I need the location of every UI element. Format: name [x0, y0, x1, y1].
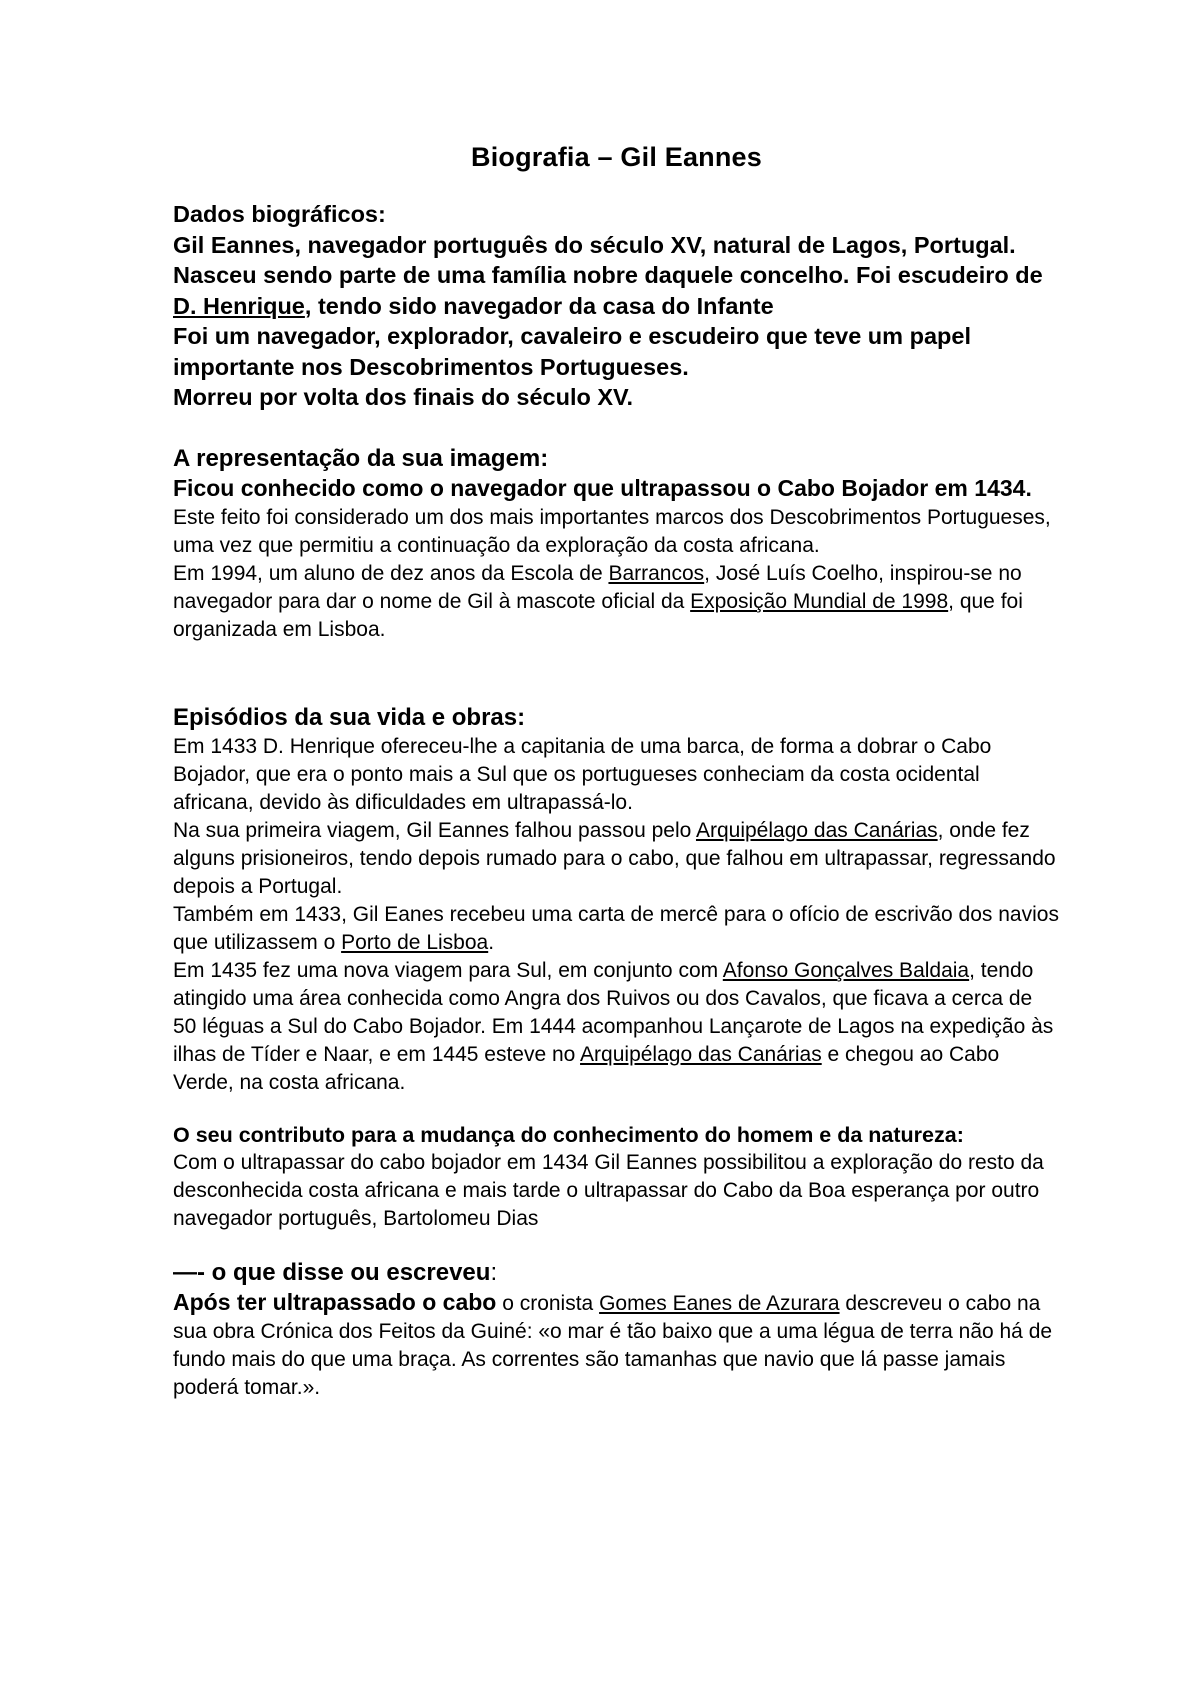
episodios-paragraph-1: Em 1433 D. Henrique ofereceu-lhe a capitania de uma barca, de forma a dobrar o Cabo Bojador, que era o ponto mais a Sul que os portugueses conheciam da costa ocidental africana, devido às dificuldades em ultrapassá-lo.	[173, 734, 992, 814]
section-heading-dados: Dados biográficos:	[173, 201, 386, 227]
dados-paragraph-2	[173, 260, 1060, 321]
disse-text-a: o cronista	[496, 1291, 600, 1315]
link-barrancos[interactable]: Barrancos	[608, 561, 705, 585]
dados-p2-text-b: , tendo sido navegador da casa do Infante	[304, 292, 774, 319]
spacer	[173, 644, 1060, 702]
spacer	[173, 1097, 1060, 1121]
link-exposicao-mundial-1998[interactable]: Exposição Mundial de 1998	[690, 589, 949, 613]
section-heading-disse	[173, 1257, 1060, 1288]
section-episodios	[173, 702, 1060, 1097]
disse-lead-bold: Após ter ultrapassado o cabo	[173, 1288, 497, 1315]
episodios-p4-text-c: e chegou ao Cabo Verde, na costa africana.	[173, 1042, 1000, 1094]
representacao-paragraph-2	[173, 560, 1060, 644]
section-contributo	[173, 1121, 1060, 1233]
disse-paragraph-1	[173, 1288, 1060, 1402]
dados-paragraph-1: Gil Eannes, navegador português do século XV, natural de Lagos, Portugal.	[173, 231, 1016, 258]
link-porto-de-lisboa[interactable]: Porto de Lisboa	[341, 930, 489, 954]
spacer	[173, 1233, 1060, 1257]
link-arquipelago-canarias-2[interactable]: Arquipélago das Canárias	[580, 1042, 822, 1066]
episodios-p2-text-b: , onde fez alguns prisioneiros, tendo depois rumado para o cabo, que falhou em ultrapassar, regressando depois a Portugal.	[173, 818, 1056, 898]
disse-heading-colon: :	[490, 1258, 498, 1286]
link-d-henrique[interactable]: D. Henrique	[173, 292, 305, 319]
link-gomes-eanes-de-azurara[interactable]: Gomes Eanes de Azurara	[599, 1291, 840, 1315]
disse-heading-text: —- o que disse ou escreveu	[173, 1258, 491, 1286]
representacao-p2-text-a: Em 1994, um aluno de dez anos da Escola de	[173, 561, 609, 585]
episodios-p4-text-a: Em 1435 fez uma nova viagem para Sul, em conjunto com	[173, 958, 723, 982]
episodios-paragraph-3	[173, 901, 1060, 957]
contributo-paragraph-1: Com o ultrapassar do cabo bojador em 1434 Gil Eannes possibilitou a exploração do resto da desconhecida costa africana e mais tarde o ultrapassar do Cabo da Boa esperança por outro navegador português, Bartolomeu Dias	[173, 1150, 1044, 1230]
episodios-p2-text-a: Na sua primeira viagem, Gil Eannes falhou passou pelo	[173, 818, 696, 842]
representacao-p2-text-b: , José Luís Coelho, inspirou-se no navegador para dar o nome de Gil à mascote oficial da	[173, 561, 1022, 613]
section-heading-representacao: A representação da sua imagem:	[173, 444, 549, 472]
section-representacao	[173, 443, 1060, 644]
section-disse	[173, 1257, 1060, 1402]
representacao-p2-text-c: , que foi organizada em Lisboa.	[173, 589, 1023, 641]
section-dados-biograficos	[173, 199, 1060, 413]
dados-paragraph-4: Morreu por volta dos finais do século XV.	[173, 384, 634, 410]
dados-paragraph-3: Foi um navegador, explorador, cavaleiro e escudeiro que teve um papel importante nos Descobrimentos Portugueses.	[173, 323, 971, 380]
episodios-p4-text-b: , tendo atingido uma área conhecida como Angra dos Ruivos ou dos Cavalos, que ficava a cerca de 50 léguas a Sul do Cabo Bojador. Em 1444 acompanhou Lançarote de Lagos na expedição às ilhas de Tíder e Naar, e em 1445 esteve no	[173, 958, 1054, 1066]
dados-p2-text-a: Nasceu sendo parte de uma família nobre daquele concelho. Foi escudeiro de	[173, 262, 1043, 288]
episodios-p3-text-a: Também em 1433, Gil Eanes recebeu uma carta de mercê para o ofício de escrivão dos navios que utilizassem o	[173, 902, 1059, 954]
link-arquipelago-canarias[interactable]: Arquipélago das Canárias	[695, 818, 938, 842]
representacao-lead-bold: Ficou conhecido como o navegador que ultrapassou o Cabo Bojador em 1434.	[173, 474, 1032, 501]
document-title: Biografia – Gil Eannes	[471, 142, 762, 172]
episodios-p3-text-b: .	[488, 930, 495, 954]
section-heading-episodios: Episódios da sua vida e obras:	[173, 703, 526, 731]
section-heading-contributo: O seu contributo para a mudança do conhecimento do homem e da natureza:	[173, 1122, 964, 1147]
spacer	[173, 413, 1060, 443]
representacao-lead-rest: Este feito foi considerado um dos mais importantes marcos dos Descobrimentos Portugueses, uma vez que permitiu a continuação da exploração da costa africana.	[173, 505, 1051, 557]
episodios-paragraph-2	[173, 817, 1060, 901]
representacao-paragraph-1	[173, 474, 1060, 560]
disse-text-b: descreveu o cabo na sua obra Crónica dos Feitos da Guiné: «o mar é tão baixo que a uma légua de terra não há de fundo mais do que uma braça. As correntes são tamanhas que navio que lá passe jamais poderá tomar.».	[173, 1291, 1053, 1399]
link-afonso-goncalves-baldaia[interactable]: Afonso Gonçalves Baldaia	[722, 958, 970, 982]
episodios-paragraph-4	[173, 957, 1060, 1097]
